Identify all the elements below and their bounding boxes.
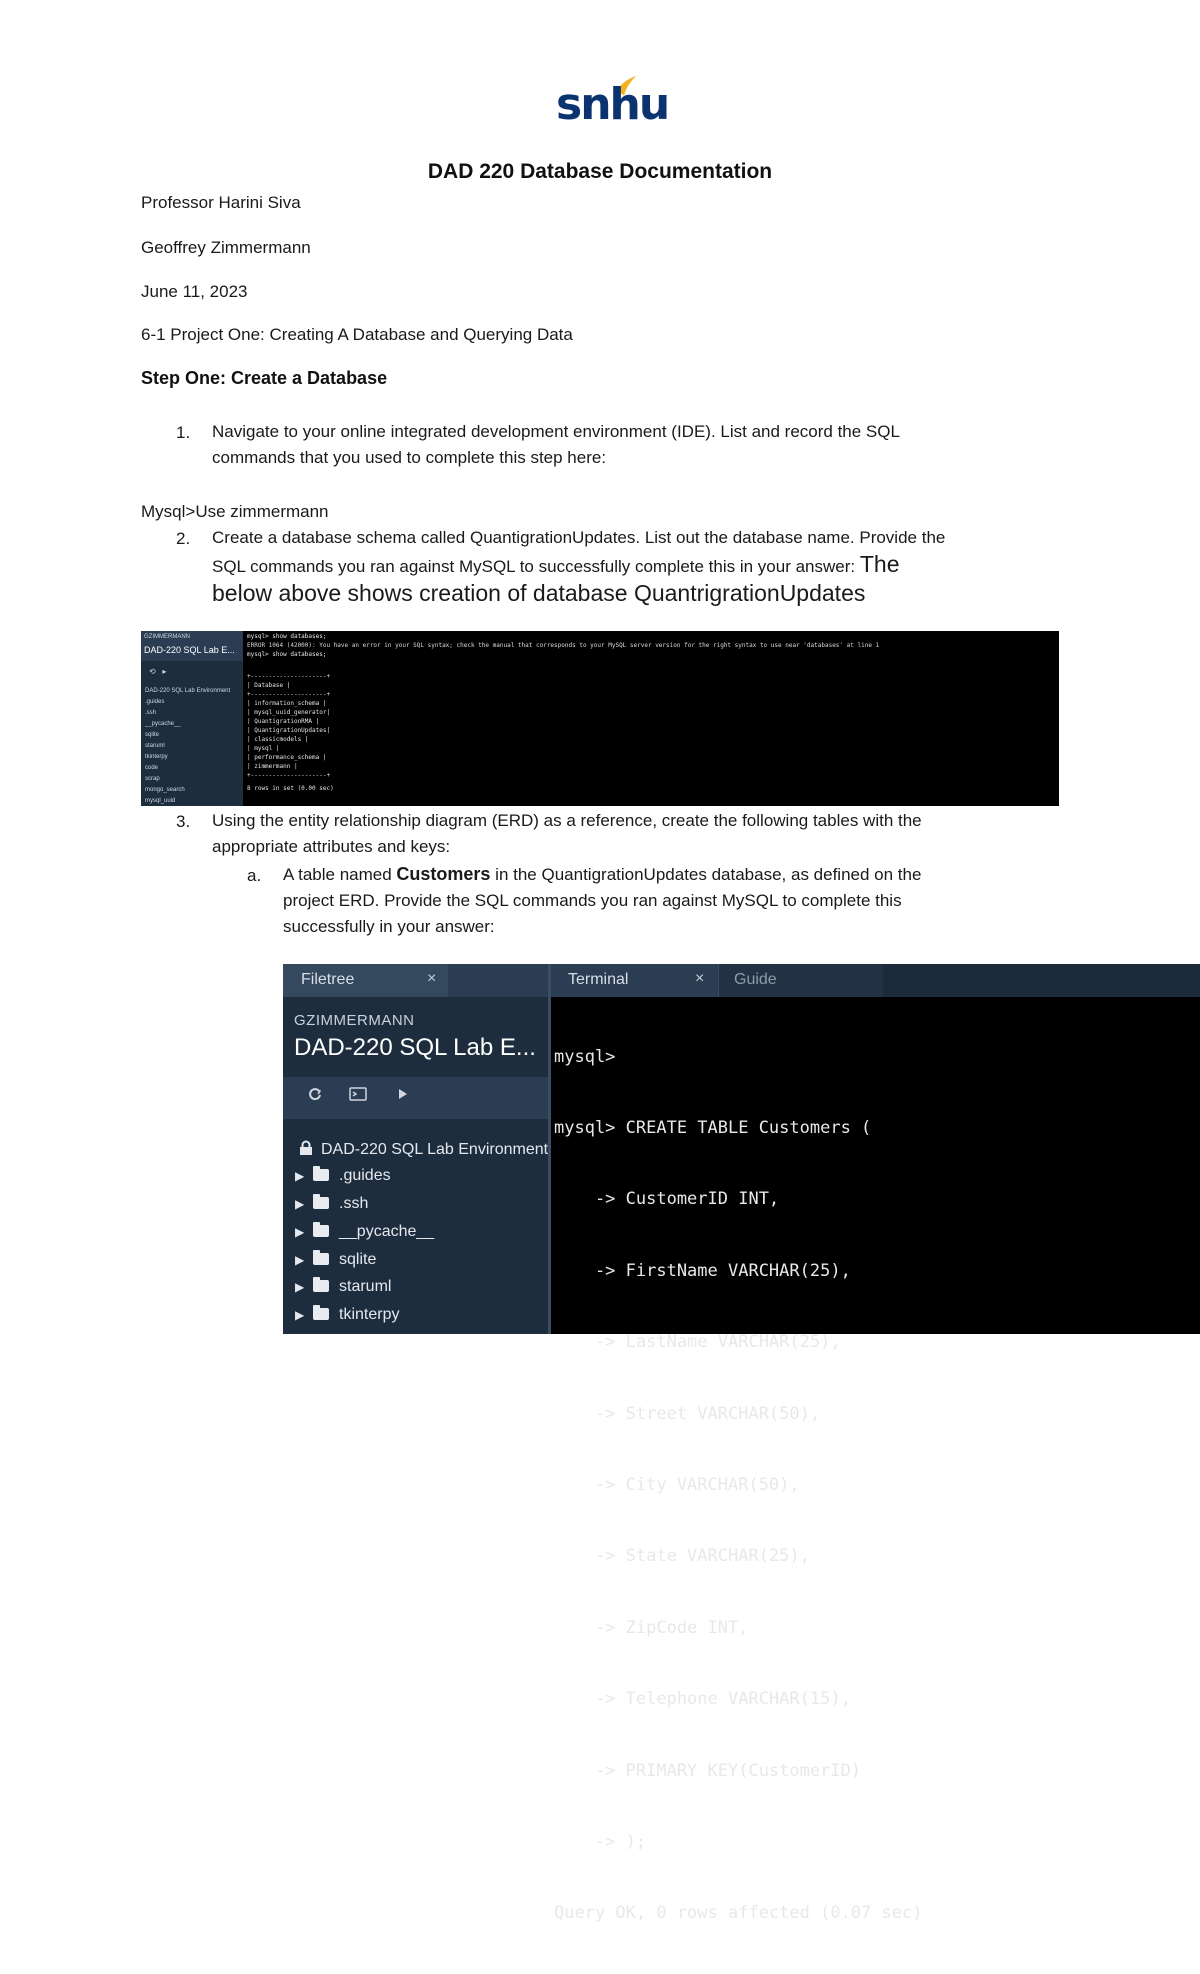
folder-label: staruml [339,1278,392,1295]
item-1-line-1: Navigate to your online integrated development environment (IDE). List and record the SQL [212,422,900,441]
customers-table-name: Customers [396,864,491,884]
terminal-line: -> Street VARCHAR(50), [554,1403,821,1424]
item-2-line-1: Create a database schema called QuantigrationUpdates. List out the database name. Provide the [212,528,946,547]
mini-item: code [145,765,159,771]
mini-item: staruml [145,743,165,749]
mini-item: sqlite [145,732,160,738]
play-icon-svg [397,1086,409,1102]
terminal-line: -> State VARCHAR(25), [554,1546,810,1567]
filetree-user: GZIMMERMANN [294,1012,415,1029]
item-3a-line-2: project ERD. Provide the SQL commands you ran against MySQL to complete this [283,891,902,910]
create-table-screenshot [283,964,1200,1924]
folder-label: sqlite [339,1251,377,1268]
folder-item[interactable] [295,1167,391,1185]
folder-icon [313,1169,329,1181]
terminal-line: -> PRIMARY KEY(CustomerID) [554,1760,862,1781]
tab-terminal[interactable] [551,964,718,997]
mini-terminal-line: | mysql | [247,745,280,752]
mini-terminal-line: +---------------------+ [247,772,331,779]
folder-item[interactable] [295,1195,368,1213]
mini-terminal-line: ERROR 1064 (42000): You have an error in your SQL syntax; check the manual that corresponds to your MySQL server version for the right syntax to use near 'databases' at line 1 [247,642,880,649]
filetree-environment[interactable] [299,1140,548,1159]
terminal-line: -> FirstName VARCHAR(25), [554,1260,851,1281]
item-3-number: 3. [176,812,191,831]
tab-terminal-label: Terminal [568,971,629,988]
answer-1: Mysql>Use zimmermann [141,502,329,521]
filetree-panel [283,964,548,1334]
terminal-tabbar [551,964,1200,997]
item-3a-suffix: in the QuantigrationUpdates database, as defined on the [490,865,922,884]
environment-label: DAD-220 SQL Lab Environment [321,1141,549,1158]
filetree-tabbar [283,964,548,997]
terminal-line: mysql> CREATE TABLE Customers ( [554,1117,872,1138]
close-icon[interactable]: × [695,970,705,987]
mini-item: mongo_search [145,787,185,793]
expand-arrow-icon[interactable]: ▶ [295,1280,305,1294]
item-3-line-1: Using the entity relationship diagram (ERD) as a reference, create the following tables with the [212,811,922,830]
mini-terminal-line: | mysql_uuid_generator| [247,709,331,716]
folder-icon [313,1308,329,1320]
item-3a-letter: a. [247,866,262,885]
folder-icon [313,1253,329,1265]
mini-user: GZIMMERMANN [144,634,190,640]
item-2-line-2 [212,551,1112,580]
item-3-text [212,808,1112,860]
student-name: Geoffrey Zimmermann [141,238,311,257]
mini-item: tkinterpy [145,754,168,760]
document-title: DAD 220 Database Documentation [427,160,773,183]
mini-terminal-line: | zimmermann | [247,763,298,770]
mini-terminal-line: | Database | [247,682,291,689]
terminal-panel[interactable] [551,964,1200,1924]
item-2-text [212,525,1112,607]
mini-terminal-line: mysql> show databases; [247,633,327,640]
project-title: 6-1 Project One: Creating A Database and Querying Data [141,325,573,344]
play-icon[interactable] [397,1086,409,1107]
logo-text: snhu [556,79,669,130]
tab-filetree-label: Filetree [301,971,355,988]
tab-guide-label: Guide [734,971,777,988]
mini-filetree [141,631,243,806]
folder-item[interactable] [295,1278,391,1296]
step-one-heading: Step One: Create a Database [141,368,388,388]
folder-icon [313,1280,329,1292]
mini-item: mysql_uuid [145,798,176,804]
item-2-line-2-text: SQL commands you ran against MySQL to successfully complete this in your answer: [212,557,860,576]
document-date: June 11, 2023 [141,282,248,301]
item-1-text [212,419,1112,471]
terminal-line: Query OK, 0 rows affected (0.07 sec) [554,1903,923,1924]
mini-terminal-line: | QuantigrationRMA | [247,718,320,725]
tab-guide[interactable] [718,964,883,997]
terminal-icon[interactable] [349,1086,367,1107]
terminal-line: -> LastName VARCHAR(25), [554,1332,841,1353]
folder-icon [313,1197,329,1209]
filetree-toolbar [283,1077,548,1119]
tab-filetree[interactable] [283,964,448,997]
mini-env: DAD-220 SQL Lab Environment [145,688,231,694]
expand-arrow-icon[interactable]: ▶ [295,1169,305,1183]
mini-terminal-line: | information_schema | [247,700,327,707]
folder-icon [313,1225,329,1237]
mini-terminal-line: | performance_schema | [247,754,327,761]
terminal-line: -> Telephone VARCHAR(15), [554,1689,851,1710]
expand-arrow-icon[interactable]: ▶ [295,1253,305,1267]
item-2-line-2-big: The [859,551,900,577]
folder-item[interactable] [295,1306,399,1324]
terminal-line: -> City VARCHAR(50), [554,1474,800,1495]
databases-screenshot [141,631,1059,806]
mini-terminal-line: +---------------------+ [247,691,331,698]
mini-item: .guides [145,699,165,705]
lock-icon [299,1140,313,1156]
item-1-line-2: commands that you used to complete this step here: [212,448,607,467]
mini-item: __pycache__ [145,721,181,727]
refresh-icon-svg [307,1086,323,1102]
mini-terminal [245,631,1059,806]
professor-name: Professor Harini Siva [141,193,301,212]
item-3a-line-3: successfully in your answer: [283,917,495,936]
folder-label: __pycache__ [339,1223,435,1240]
item-3a-text [283,861,1083,940]
mini-terminal-line: | QuantigrationUpdates| [247,727,331,734]
mini-toolbar: ⟲ ▸ [149,667,167,676]
filetree-project-title: DAD-220 SQL Lab E... [294,1034,536,1061]
item-2-number: 2. [176,529,191,548]
close-icon[interactable]: × [427,970,437,987]
terminal-line: -> ); [554,1831,647,1852]
mini-terminal-line: | classicmodels | [247,736,309,743]
expand-arrow-icon[interactable]: ▶ [295,1197,305,1211]
item-1-number: 1. [176,423,191,442]
expand-arrow-icon[interactable]: ▶ [295,1225,305,1239]
item-3-line-2: appropriate attributes and keys: [212,837,451,856]
snhu-logo [556,74,669,132]
mini-terminal-line: mysql> show databases; [247,651,327,658]
mini-item: scrap [145,776,160,782]
item-2-line-3: below above shows creation of database QuantrigrationUpdates [212,580,866,606]
terminal-line: -> CustomerID INT, [554,1189,780,1210]
folder-label: .ssh [339,1195,369,1212]
mini-terminal-line: 8 rows in set (0.00 sec) [247,785,334,792]
expand-arrow-icon[interactable]: ▶ [295,1308,305,1322]
terminal-line: mysql> [554,1046,616,1067]
item-3a-line-1 [283,861,1083,888]
terminal-icon-svg [349,1086,367,1102]
mini-terminal-line: +---------------------+ [247,673,331,680]
item-3a-prefix: A table named [283,865,397,884]
folder-item[interactable] [295,1251,376,1269]
mini-item: .ssh [145,710,157,716]
terminal-line: -> ZipCode INT, [554,1617,749,1638]
mini-project: DAD-220 SQL Lab E... [144,645,235,655]
folder-label: .guides [339,1167,391,1184]
refresh-icon[interactable] [307,1086,323,1107]
terminal-output[interactable] [554,998,922,1974]
folder-label: tkinterpy [339,1306,400,1323]
folder-item[interactable] [295,1223,434,1241]
